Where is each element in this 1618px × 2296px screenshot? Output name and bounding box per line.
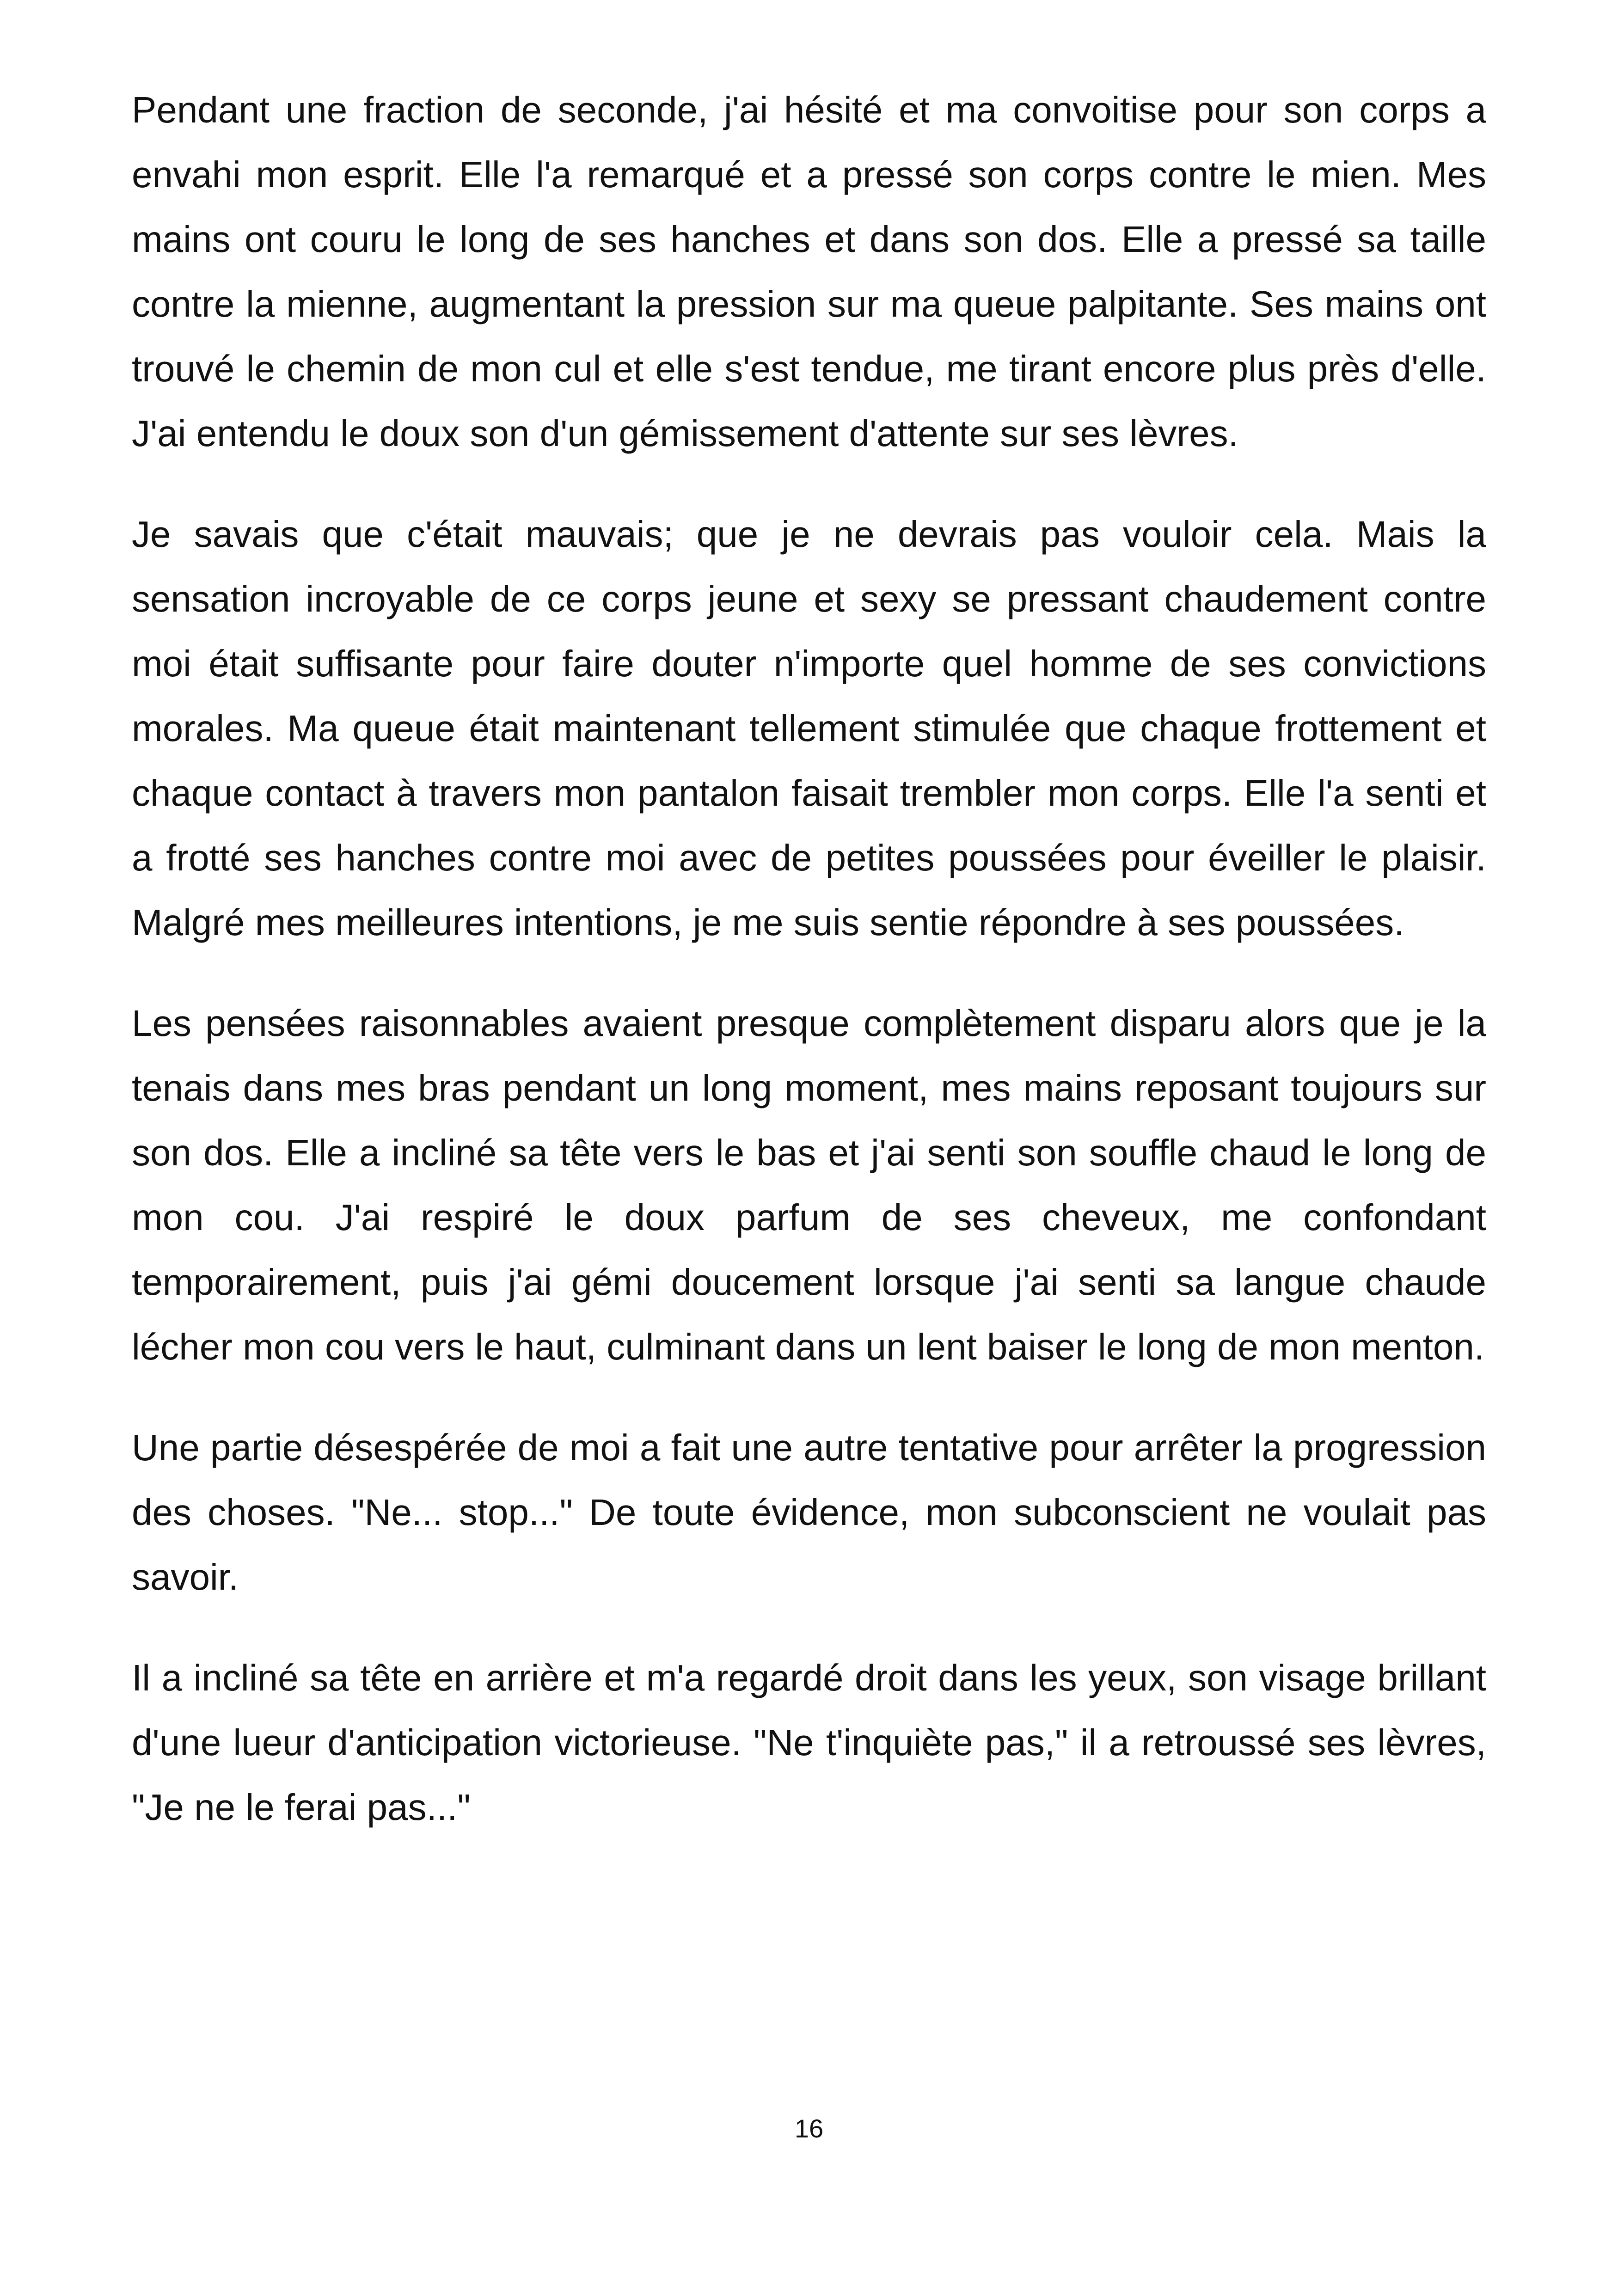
- paragraph-4: Une partie désespérée de moi a fait une autre tentative pour arrêter la progression des choses. "Ne... stop..." De toute évidence, mon subconscient ne voulait pas savoir.: [132, 1427, 1486, 1598]
- paragraph-2: Je savais que c'était mauvais; que je ne devrais pas vouloir cela. Mais la sensation incroyable de ce corps jeune et sexy se pressant chaudement contre moi était suffisante pour faire douter n'importe quel homme de ses convictions morales. Ma queue était maintenant tellement stimulée que chaque frottement et chaque contact à travers mon pantalon faisait trembler mon corps. Elle l'a senti et a frotté ses hanches contre moi avec de petites poussées pour éveiller le plaisir. Malgré mes meilleures intentions, je me suis sentie répondre à ses poussées.: [132, 514, 1486, 943]
- paragraph-1: Pendant une fraction de seconde, j'ai hésité et ma convoitise pour son corps a envahi mon esprit. Elle l'a remarqué et a pressé son corps contre le mien. Mes mains ont couru le long de ses hanches et dans son dos. Elle a pressé sa taille contre la mienne, augmentant la pression sur ma queue palpitante. Ses mains ont trouvé le chemin de mon cul et elle s'est tendue, me tirant encore plus près d'elle. J'ai entendu le doux son d'un gémissement d'attente sur ses lèvres.: [132, 89, 1486, 454]
- page-number: 16: [794, 2114, 824, 2143]
- body-text: [132, 78, 1486, 1876]
- paragraph-5: Il a incliné sa tête en arrière et m'a regardé droit dans les yeux, son visage brillant d'une lueur d'anticipation victorieuse. "Ne t'inquiète pas," il a retroussé ses lèvres, "Je ne le ferai pas...": [132, 1657, 1486, 1828]
- paragraph-3: Les pensées raisonnables avaient presque complètement disparu alors que je la tenais dans mes bras pendant un long moment, mes mains reposant toujours sur son dos. Elle a incliné sa tête vers le bas et j'ai senti son souffle chaud le long de mon cou. J'ai respiré le doux parfum de ses cheveux, me confondant temporairement, puis j'ai gémi doucement lorsque j'ai senti sa langue chaude lécher mon cou vers le haut, culminant dans un lent baiser le long de mon menton.: [132, 1003, 1486, 1367]
